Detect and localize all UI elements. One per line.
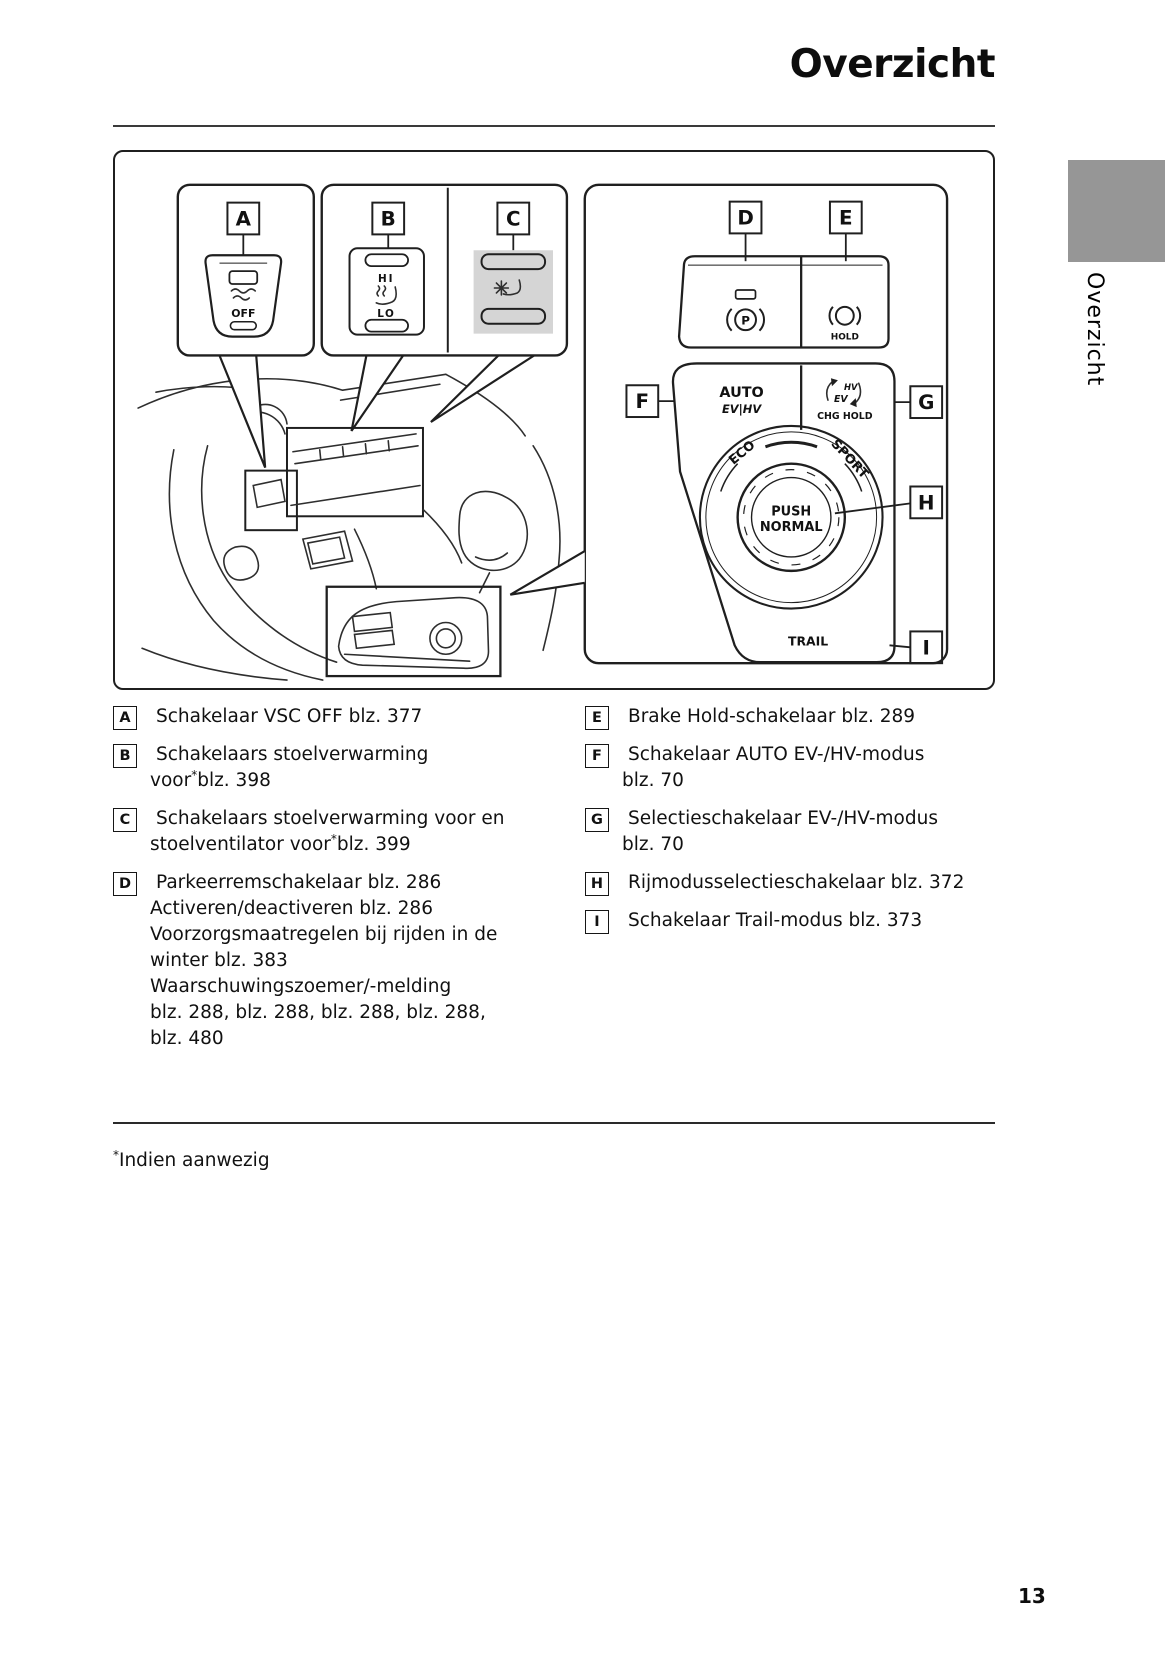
- legend-text: blz. 288, blz. 288, blz. 288, blz. 288,: [150, 1002, 486, 1023]
- footnote: *Indien aanwezig: [113, 1147, 270, 1171]
- dial-push-label: PUSH: [771, 504, 812, 520]
- legend-row-h: [585, 870, 999, 896]
- legend-label-e: E: [585, 706, 609, 730]
- legend-text: blz. 70: [622, 770, 684, 791]
- callout-letter-a: A: [235, 207, 251, 231]
- callout-pointer-c: [431, 355, 534, 422]
- trail-button-label: TRAIL: [788, 633, 829, 649]
- legend-text: winter blz. 383: [150, 950, 288, 971]
- dial-sport-label: SPORT: [827, 436, 872, 482]
- legend-label-f: F: [585, 744, 609, 768]
- page-title: Overzicht: [789, 42, 995, 87]
- vsc-off-icon: [229, 271, 257, 300]
- console-top-view-inset: [327, 587, 501, 676]
- legend-right-column: [585, 704, 999, 946]
- legend-label-a: A: [113, 706, 137, 730]
- callout-letter-g: G: [918, 391, 935, 415]
- seat-ventilation-switch: [474, 250, 553, 333]
- svg-text:EV: EV: [833, 394, 848, 406]
- brake-hold-icon: [830, 307, 861, 343]
- chapter-side-label: Overzicht: [1082, 272, 1107, 387]
- seat-heater-hi-label: HI: [377, 273, 395, 286]
- ev-hv-cycle-icon: [827, 378, 861, 407]
- svg-text:HV: HV: [843, 382, 858, 393]
- chapter-tab-marker: [1068, 160, 1165, 262]
- legend-text: blz. 70: [622, 834, 684, 855]
- page-number: 13: [1018, 1584, 1046, 1608]
- seat-heater-icon: [376, 286, 396, 304]
- legend-row-a: [113, 704, 585, 730]
- legend-text: Voorzorgsmaatregelen bij rijden in de: [150, 924, 498, 945]
- legend-text: Schakelaar Trail-modus blz. 373: [628, 910, 923, 931]
- callout-box-a: [178, 185, 314, 356]
- title-divider: [113, 125, 995, 127]
- footnote-asterisk: *: [191, 767, 198, 782]
- legend-text: Brake Hold-schakelaar blz. 289: [628, 706, 916, 727]
- legend-text: stoelventilator voor*blz. 399: [150, 831, 411, 855]
- drive-mode-dial: [700, 426, 883, 609]
- callout-box-d-i: [585, 185, 947, 663]
- legend-label-h: H: [585, 872, 609, 896]
- vsc-off-button: [205, 255, 281, 336]
- footnote-asterisk: *: [113, 1147, 119, 1162]
- legend-text: Schakelaar AUTO EV-/HV-modus: [628, 744, 925, 765]
- callout-letter-e: E: [839, 206, 853, 230]
- parking-brake-icon: [727, 290, 764, 331]
- chg-hold-label: CHG HOLD: [817, 411, 873, 423]
- dial-normal-label: NORMAL: [759, 520, 823, 536]
- legend-text: Activeren/deactiveren blz. 286: [150, 898, 433, 919]
- dial-eco-label: ECO: [726, 437, 759, 469]
- evhv-label: EV|HV: [722, 402, 762, 417]
- legend-text: blz. 480: [150, 1028, 224, 1049]
- center-console-line-art: [138, 374, 560, 680]
- callout-letter-c: C: [506, 207, 521, 231]
- footnote-asterisk: *: [330, 831, 337, 846]
- callout-pointer-inset: [510, 551, 584, 595]
- legend-text: Schakelaar VSC OFF blz. 377: [156, 706, 423, 727]
- auto-evhv-label: AUTO: [719, 385, 764, 402]
- callout-pointer-b: [352, 355, 404, 430]
- callout-pointer-a: [219, 355, 265, 467]
- legend-text: Selectieschakelaar EV-/HV-modus: [628, 808, 938, 829]
- footnote-divider: [113, 1122, 995, 1124]
- callout-letter-f: F: [635, 390, 650, 414]
- legend-row-c: [113, 806, 585, 858]
- legend-row-b: [113, 742, 585, 794]
- callout-letter-h: H: [917, 491, 935, 515]
- console-switch-diagram: [113, 150, 995, 690]
- legend-row-d: [113, 870, 585, 1052]
- legend-text: voor*blz. 398: [150, 767, 271, 791]
- legend-text: Schakelaars stoelverwarming voor en: [156, 808, 505, 829]
- legend-label-d: D: [113, 872, 137, 896]
- legend-row-e: [585, 704, 999, 730]
- legend-row-i: [585, 908, 999, 934]
- legend-label-c: C: [113, 808, 137, 832]
- callout-letter-i: I: [922, 636, 930, 660]
- parking-brake-and-hold-buttons: [679, 256, 888, 347]
- diagram-svg: [115, 152, 993, 688]
- legend-left-column: [113, 704, 585, 1064]
- legend-label-b: B: [113, 744, 137, 768]
- legend-text: Waarschuwingszoemer/-melding: [150, 976, 452, 997]
- hold-label: HOLD: [830, 332, 859, 343]
- legend-row-f: [585, 742, 999, 794]
- legend-label-i: I: [585, 910, 609, 934]
- callout-letter-d: D: [737, 206, 754, 230]
- legend-text: Rijmodusselectieschakelaar blz. 372: [628, 872, 965, 893]
- callout-letter-b: B: [380, 207, 396, 231]
- legend-row-g: [585, 806, 999, 858]
- legend-text: Schakelaars stoelverwarming: [156, 744, 429, 765]
- svg-text:P: P: [741, 313, 750, 328]
- legend-text: Parkeerremschakelaar blz. 286: [156, 872, 442, 893]
- legend-label-g: G: [585, 808, 609, 832]
- seat-heater-lo-label: LO: [377, 307, 396, 320]
- callout-box-bc: [322, 185, 567, 356]
- vsc-off-label: OFF: [231, 306, 256, 320]
- seat-heater-switch: [350, 248, 424, 334]
